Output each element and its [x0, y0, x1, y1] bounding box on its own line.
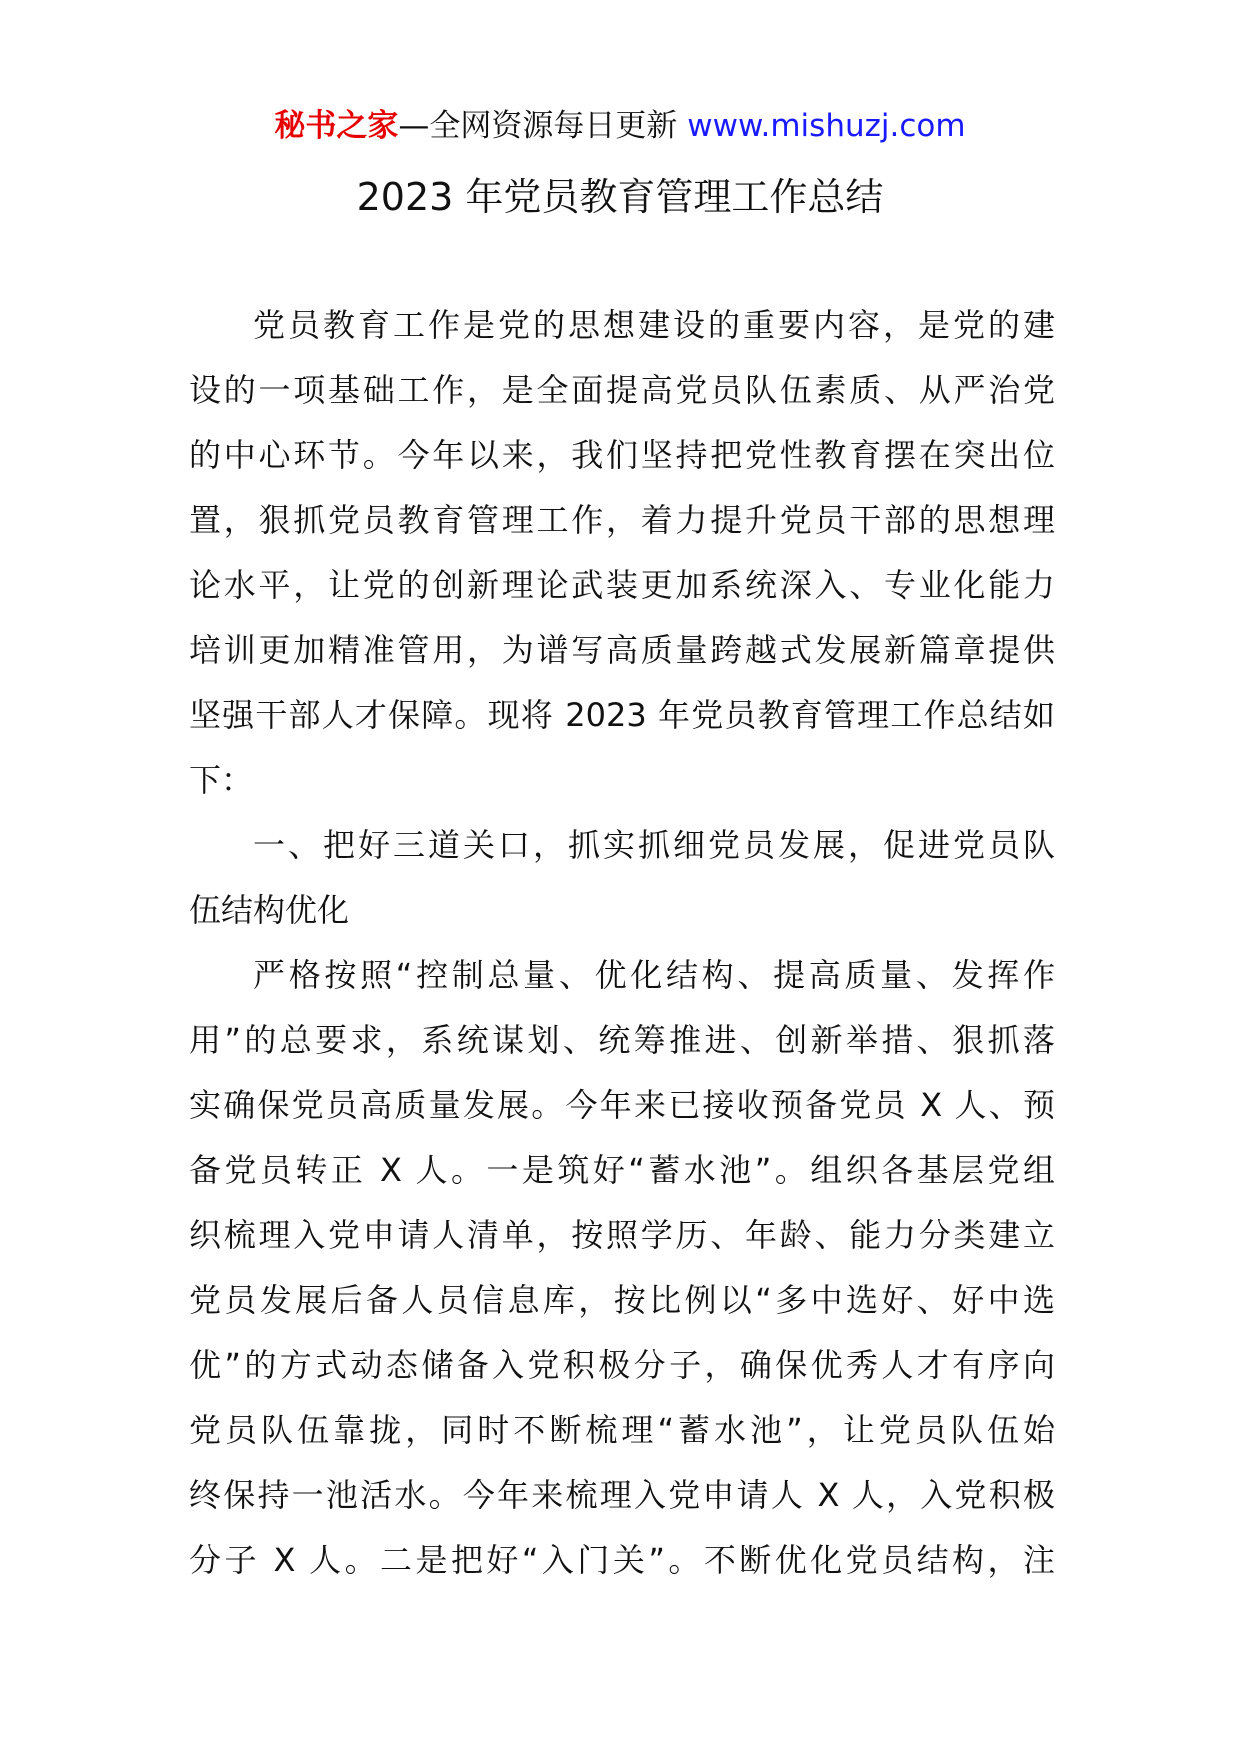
- brand-name: 秘书之家: [274, 108, 399, 144]
- text-line: 优”的方式动态储备入党积极分子，确保优秀人才有序向: [189, 1346, 1055, 1384]
- text-line: 分子 X 人。二是把好“入门关”。不断优化党员结构，注: [189, 1541, 1055, 1579]
- paragraph-intro: [189, 293, 1055, 813]
- site-header: [0, 104, 1240, 148]
- text-line: 一、把好三道关口，抓实抓细党员发展，促进党员队: [253, 826, 1055, 864]
- text-line: 坚强干部人才保障。现将 2023 年党员教育管理工作总结如: [189, 696, 1055, 734]
- text-line: 严格按照“控制总量、优化结构、提高质量、发挥作: [253, 956, 1055, 994]
- document-body: [189, 293, 1055, 1593]
- text-line: 设的一项基础工作，是全面提高党员队伍素质、从严治党: [189, 371, 1055, 409]
- paragraph-section-one: [189, 943, 1055, 1593]
- text-line: 伍结构优化: [189, 891, 350, 929]
- text-line: 织梳理入党申请人清单，按照学历、年龄、能力分类建立: [189, 1216, 1055, 1254]
- text-line: 党员发展后备人员信息库，按比例以“多中选好、好中选: [189, 1281, 1055, 1319]
- header-tagline: —全网资源每日更新: [398, 108, 688, 144]
- text-line: 的中心环节。今年以来，我们坚持把党性教育摆在突出位: [189, 436, 1055, 474]
- text-line: 实确保党员高质量发展。今年来已接收预备党员 X 人、预: [189, 1086, 1055, 1124]
- text-line: 终保持一池活水。今年来梳理入党申请人 X 人，入党积极: [189, 1476, 1055, 1514]
- site-url[interactable]: www.mishuzj.com: [687, 108, 966, 144]
- text-line: 党员教育工作是党的思想建设的重要内容，是党的建: [253, 306, 1055, 344]
- text-line: 备党员转正 X 人。一是筑好“蓄水池”。组织各基层党组: [189, 1151, 1055, 1189]
- text-line: 置，狠抓党员教育管理工作，着力提升党员干部的思想理: [189, 501, 1055, 539]
- document-title: 2023 年党员教育管理工作总结: [356, 175, 884, 219]
- text-line: 论水平，让党的创新理论武装更加系统深入、专业化能力: [189, 566, 1055, 604]
- text-line: 党员队伍靠拢，同时不断梳理“蓄水池”，让党员队伍始: [189, 1411, 1055, 1449]
- text-line: 下：: [189, 761, 254, 799]
- text-line: 培训更加精准管用，为谱写高质量跨越式发展新篇章提供: [189, 631, 1055, 669]
- text-line: 用”的总要求，系统谋划、统筹推进、创新举措、狠抓落: [189, 1021, 1055, 1059]
- section-heading: [189, 813, 1055, 943]
